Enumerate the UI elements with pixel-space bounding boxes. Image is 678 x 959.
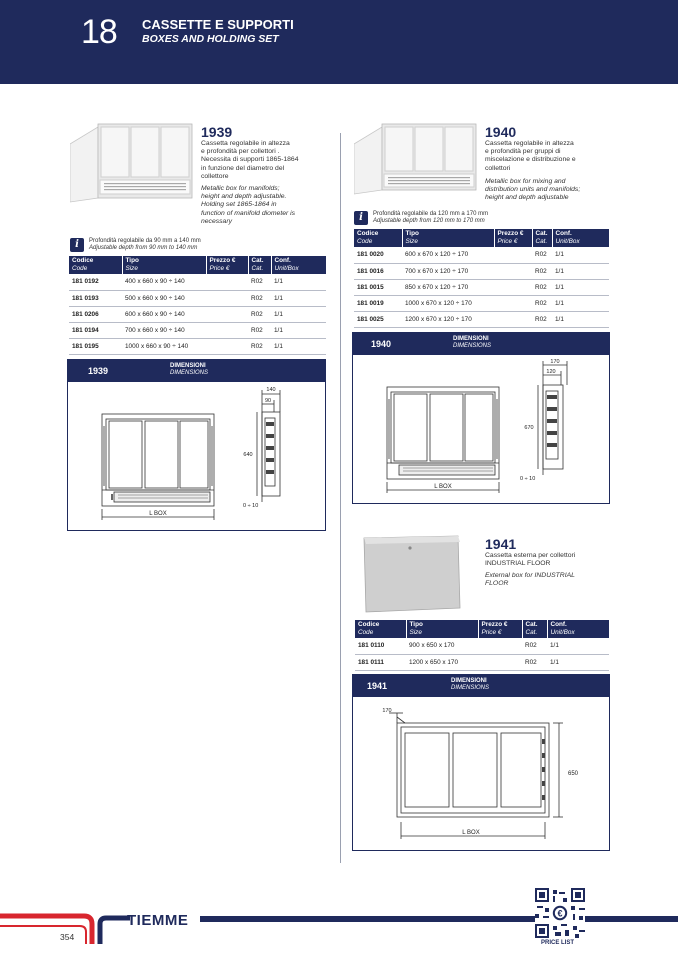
table-row: 181 0110 900 x 650 x 170 R02 1/1 (355, 638, 609, 654)
table-row: 181 0016 700 x 670 x 120 ÷ 170 R02 1/1 (354, 263, 609, 279)
section-title: CASSETTE E SUPPORTI (142, 17, 294, 32)
table-row: 181 0015 850 x 670 x 120 ÷ 170 R02 1/1 (354, 279, 609, 295)
depth-max-label: 170 (550, 359, 560, 365)
product-1940-drawing (353, 355, 609, 503)
col-price: Prezzo € Price € (206, 256, 248, 274)
col-code: Codice Code (355, 620, 406, 638)
product-1940-adjust-en: Adjustable depth from 120 mm to 170 mm (373, 218, 485, 224)
dimensions-label: DIMENSIONI DIMENSIONS (451, 678, 490, 691)
product-1939-drawing (68, 382, 324, 530)
product-1940-desc-en: Metallic box for mixing and distribution units and manifolds; height and depth adjustable (485, 178, 581, 202)
product-1941-photo (362, 534, 462, 614)
brand-logo: TIEMME (127, 912, 189, 929)
depth-label: 170 (382, 708, 392, 714)
table-row: 181 0111 1200 x 650 x 170 R02 1/1 (355, 654, 609, 670)
width-label: L BOX (434, 484, 452, 490)
col-code: Codice Code (69, 256, 122, 274)
col-cat: Cat. Cat. (248, 256, 271, 274)
product-1939-code: 1939 (201, 124, 233, 140)
product-1939-desc-it: Cassetta regolabile in altezza e profondità per collettori . Necessita di supporti 1865-1864 in funzione del diametro del collettore (201, 140, 299, 180)
product-1941-desc-it: Cassetta esterna per collettori INDUSTRIAL FLOOR (485, 552, 576, 568)
col-cat: Cat. Cat. (532, 229, 552, 247)
table-row: 181 0195 1000 x 660 x 90 ÷ 140 R02 1/1 (69, 338, 326, 354)
table-row: 181 0193 500 x 660 x 90 ÷ 140 R02 1/1 (69, 290, 326, 306)
width-label: L BOX (149, 511, 167, 517)
depth-min-label: 120 (546, 369, 556, 375)
price-list-label: PRICE LIST (541, 940, 575, 946)
dimensions-product-code: 1940 (371, 339, 392, 349)
table-row: 181 0025 1200 x 670 x 120 ÷ 170 R02 1/1 (354, 311, 609, 327)
page-number: 354 (60, 932, 75, 942)
table-row: 181 0194 700 x 660 x 90 ÷ 140 R02 1/1 (69, 322, 326, 338)
product-1939-desc-en: Metallic box for manifolds; height and depth adjustable. Holding set 1865-1864 in function of manifold diometer is necessary (201, 185, 296, 225)
product-1940-desc-it: Cassetta regolabile in altezza e profondità per gruppi di miscelazione e distribuzione e collettori (485, 140, 576, 172)
dimensions-header (353, 333, 609, 355)
product-1940-code: 1940 (485, 124, 517, 140)
width-label: L BOX (462, 830, 480, 836)
product-1939-dimensions-panel (67, 359, 326, 531)
depth-max-label: 140 (266, 387, 276, 393)
product-1940-table (354, 229, 609, 328)
info-icon: i (354, 211, 368, 225)
page-section-number: 18 (81, 13, 117, 51)
col-cat: Cat. Cat. (522, 620, 547, 638)
table-row: 181 0019 1000 x 670 x 120 ÷ 170 R02 1/1 (354, 295, 609, 311)
dimensions-label: DIMENSIONI DIMENSIONS (170, 363, 209, 376)
height-label: 650 (567, 771, 579, 777)
section-subtitle: BOXES AND HOLDING SET (142, 33, 279, 45)
dimensions-product-code: 1941 (367, 681, 388, 691)
product-1941-desc-en: External box for INDUSTRIAL FLOOR (485, 572, 575, 588)
col-code: Codice Code (354, 229, 402, 247)
product-1940-adjust-it: Profondità regolabile da 120 mm a 170 mm (373, 211, 489, 217)
base-label: 0 ÷ 10 (243, 503, 259, 509)
col-size: Tipo Size (402, 229, 494, 247)
column-divider (340, 133, 341, 863)
svg-text:€: € (557, 908, 563, 919)
product-1941-drawing (353, 697, 609, 850)
product-1941-dimensions-panel (352, 674, 610, 851)
footer-bar (200, 916, 678, 922)
col-price: Prezzo € Price € (494, 229, 532, 247)
info-icon: i (70, 238, 84, 252)
product-1941-table (355, 620, 609, 671)
dimensions-header (68, 360, 325, 382)
col-conf: Conf. Unit/Box (547, 620, 609, 638)
dimensions-product-code: 1939 (88, 366, 109, 376)
product-1939-adjust-it: Profondità regolabile da 90 mm a 140 mm (89, 238, 201, 244)
dimensions-label: DIMENSIONI DIMENSIONS (453, 336, 492, 349)
product-1939-table (69, 256, 326, 355)
base-label: 0 ÷ 10 (520, 476, 536, 482)
page-header (0, 0, 678, 84)
col-price: Prezzo € Price € (478, 620, 522, 638)
table-row: 181 0020 600 x 670 x 120 ÷ 170 R02 1/1 (354, 247, 609, 263)
product-1940-photo (354, 122, 479, 197)
col-size: Tipo Size (122, 256, 206, 274)
dimensions-header (353, 675, 609, 697)
qr-code[interactable] (535, 888, 585, 938)
col-conf: Conf. Unit/Box (271, 256, 326, 274)
product-1940-dimensions-panel (352, 332, 610, 504)
col-conf: Conf. Unit/Box (552, 229, 609, 247)
col-size: Tipo Size (406, 620, 478, 638)
height-label: 670 (524, 425, 534, 431)
height-label: 640 (243, 452, 253, 458)
product-1939-adjust-en: Adjustable depth from 90 mm to 140 mm (89, 245, 198, 251)
table-row: 181 0206 600 x 660 x 90 ÷ 140 R02 1/1 (69, 306, 326, 322)
table-row: 181 0192 400 x 660 x 90 ÷ 140 R02 1/1 (69, 274, 326, 290)
product-1939-photo (70, 122, 195, 207)
depth-min-label: 90 (264, 398, 272, 404)
product-1941-code: 1941 (485, 536, 517, 552)
